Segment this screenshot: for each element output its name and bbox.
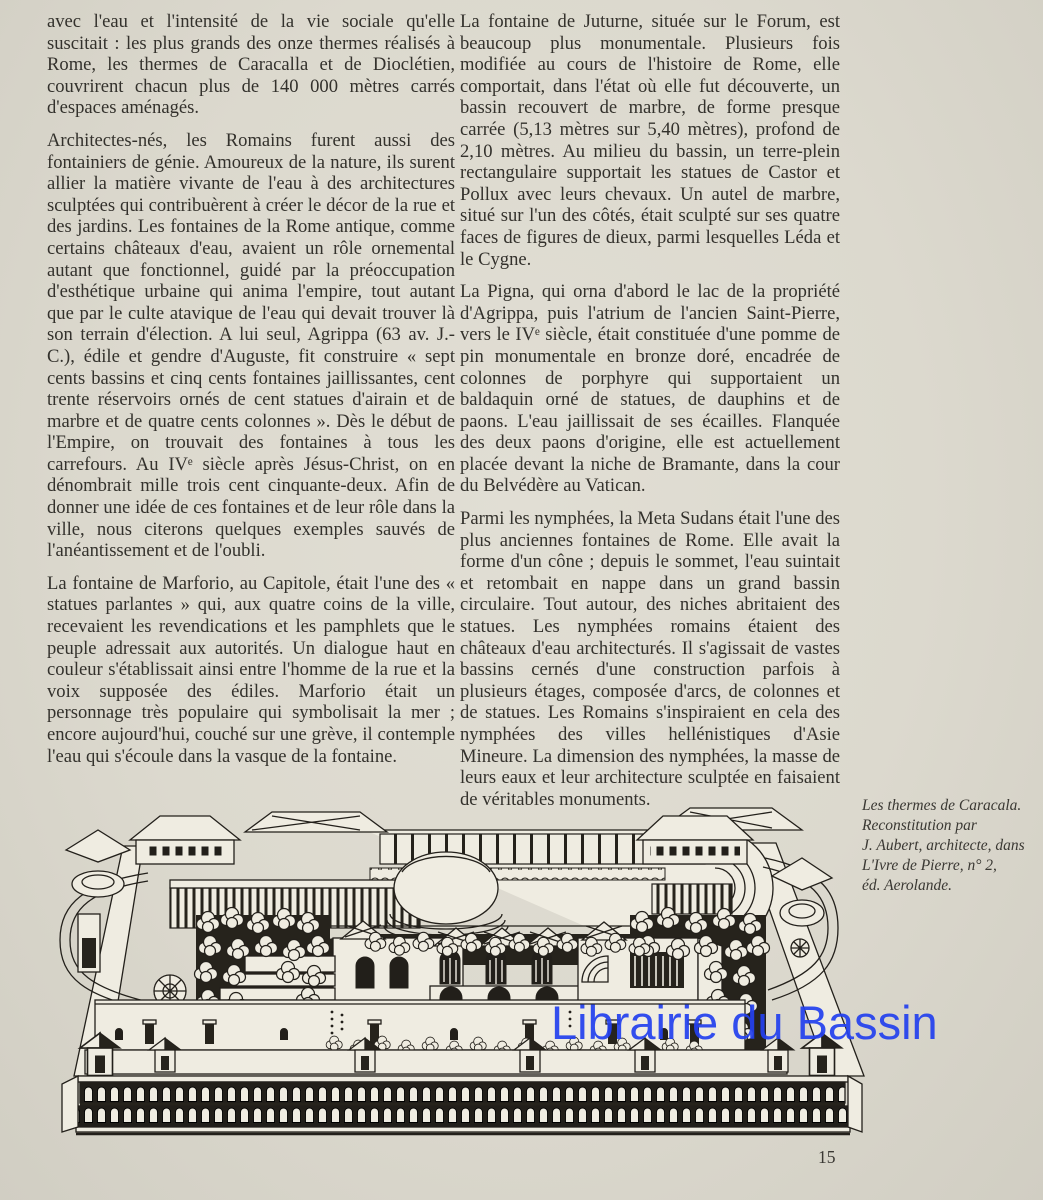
paragraph: La fontaine de Marforio, au Capitole, était l'une des « statues parlantes » qui, aux quatre coins de la ville, recevaient les revendications et les pamphlets que le peuple adressait aux autorités. Un dialogue haut en couleur s'établissait ainsi entre l'homme de la rue et la voix supposée des édiles. Marforio était un personnage très populaire qui symbolisait la mer ; encore aujourd'hui, couché sur une grève, il contemple l'eau qui s'écoule dans la vasque de la fontaine.	[47, 572, 455, 767]
figure-caption	[862, 796, 1038, 896]
bookseller-watermark: Librairie du Bassin	[551, 996, 938, 1049]
caption-line: éd. Aerolande.	[862, 877, 952, 894]
figure	[30, 788, 865, 1150]
left-text-column	[47, 11, 455, 778]
paragraph: Architectes-nés, les Romains furent aussi des fontainiers de génie. Amoureux de la nature, ils surent allier la matière vivante de l'eau à des architectures sculptées qui contribuèrent à créer le décor de la rue et des jardins. Les fontaines de la Rome antique, comme certains châteaux d'eau, avaient un rôle ornemental autant que fonctionnel, guidé par la préoccupation d'esthétique urbaine qui anima l'empire, tout autant que par le culte atavique de l'eau qui devait trouver là son terrain d'élection. A lui seul, Agrippa (63 av. J.-C.), édile et gendre d'Auguste, fit construire « sept cents bassins et cinq cents fontaines jaillissantes, cent trente réservoirs ornés de cent statues d'airain et de marbre et de quatre cents colonnes ». Dès le début de l'Empire, on trouvait des fontaines à tous les carrefours. Au IVᵉ siècle après Jésus-Christ, on en dénombrait mille trois cent cinquante-deux. Afin de donner une idée de ces fontaines et de leur rôle dans la ville, nous citerons quelques exemples sauvés de l'anéantissement et de l'oubli.	[47, 129, 455, 562]
caption-line: L'Ivre de Pierre, n° 2,	[862, 857, 997, 874]
caption-line: Les thermes de Caracala.	[862, 797, 1022, 814]
paragraph: avec l'eau et l'intensité de la vie sociale qu'elle suscitait : les plus grands des onze thermes réalisés à Rome, les thermes de Caracalla et de Dioclétien, couvrirent chacun plus de 140 000 mètres carrés d'espaces aménagés.	[47, 11, 455, 119]
caption-line: J. Aubert, architecte, dans	[862, 837, 1025, 854]
paragraph: La fontaine de Juturne, située sur le Forum, est beaucoup plus monumentale. Plusieurs fois modifiée au cours de l'histoire de Rome, elle comportait, dans l'état où elle fut découverte, un bassin recouvert de marbre, de forme presque carrée (5,13 mètres sur 5,40 mètres), profond de 2,10 mètres. Au milieu du bassin, un terre-plein rectangulaire supportait les statues de Castor et Pollux avec leurs chevaux. Un autel de marbre, situé sur l'un des côtés, était sculpté sur ses quatre faces de figures de dieux, parmi lesquelles Léda et le Cygne.	[460, 11, 840, 270]
paragraph: La Pigna, qui orna d'abord le lac de la propriété d'Agrippa, puis l'atrium de l'ancien Saint-Pierre, vers le IVᵉ siècle, était constituée d'une pomme de pin monumentale en bronze doré, encadrée de colonnes de porphyre qui supportaient un baldaquin orné de statues, de dauphins et de paons. L'eau jaillissait de ses écailles. Flanquée des deux paons d'origine, elle est actuellement placée devant la niche de Bramante, dans la cour du Belvédère au Vatican.	[460, 281, 840, 497]
caption-line: Reconstitution par	[862, 817, 977, 834]
right-text-column	[460, 11, 840, 821]
paragraph: Parmi les nymphées, la Meta Sudans était l'une des plus anciennes fontaines de Rome. Elle avait la forme d'un cône ; depuis le sommet, l'eau suintait et retombait en nappe dans un grand bassin circulaire. Tout autour, des niches abritaient des statues. Les nymphées romains étaient des châteaux d'eau architecturés. Il s'agissait de vastes bassins cernés d'une construction parfois à plusieurs étages, composée d'arcs, de colonnes et de statues. Les Romains s'inspiraient en cela des nymphées des villes hellénistiques d'Asie Mineure. La dimension des nymphées, la masse de leurs eaux et leur architecture sculptée en faisaient de véritables monuments.	[460, 508, 840, 810]
caracalla-engraving-illustration	[30, 788, 865, 1150]
page-number: 15	[818, 1147, 836, 1167]
